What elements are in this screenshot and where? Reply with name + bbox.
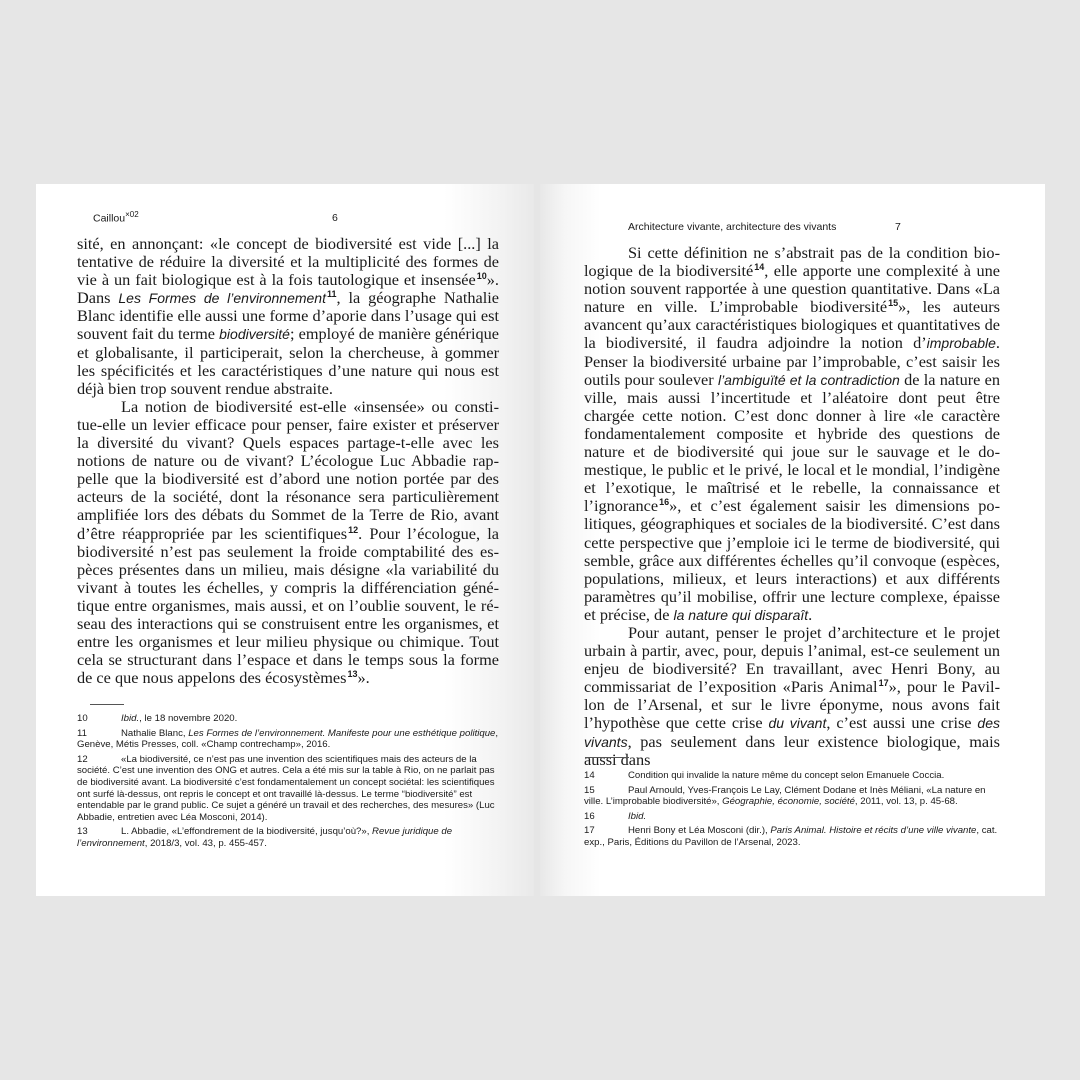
text-run: , pas seulement dans leur existence biologique, mais aussi dans (584, 731, 1000, 769)
text-run: », pour le Pavillon de l’Arsenal, et sur le livre éponyme, nous avons fait l’hypothèse que cette crise (584, 677, 1000, 733)
right-body-text (584, 244, 1000, 769)
italic-text: Revue juridique de l’environnement (77, 826, 453, 849)
right-page (540, 184, 1045, 896)
text-run: «La biodiversité, ce n’est pas une invention des scientifiques mais des acteurs de la société. C’est une invention des ONG et autres. Cela a été mis sur la table à Rio, on ne parlait pas de biodiversité avant. La biodiversité c’est fondamentalement un concept sociétal: les scientifiques ont surfé là-dessus, ont repris le concept et ont travaillé là-dessus. Le terme “biodiversité” est entendable par le grand public. Ce sujet a généré un travail et des recherches, des mesures» (Luc Abbadie, entretien avec Léa Mosconi, 2014). (77, 753, 495, 823)
footnote (77, 713, 501, 725)
footnote-ref: 13 (347, 669, 358, 680)
text-run: sité, en annonçant: «le concept de biodiversité est vide [...] la tentative de réduire la diversité et la multiplicité des formes de vie à un fait biologique est à la fois tautologique et insensée (77, 234, 499, 290)
text-run: , elle apporte une complexité à une notion souvent rapportée à une question quantitative. Dans «La nature en ville. L’improbable biodiversité (584, 261, 1000, 317)
left-page (36, 184, 534, 896)
text-run: ». (357, 668, 370, 688)
running-title: Architecture vivante, architecture des vivants (628, 221, 837, 233)
footnote (584, 825, 1000, 848)
footnote-ref: 10 (476, 271, 487, 282)
text-run: Henri Bony et Léa Mosconi (dir.), (628, 825, 771, 837)
footnote-rule-right (585, 757, 629, 758)
footnote-ref: 15 (888, 298, 899, 309)
right-footnotes (584, 770, 1000, 852)
italic-text: des vivants (584, 715, 1000, 750)
italic-text: Ibid. (628, 810, 647, 822)
footnote-number: 14 (584, 770, 595, 781)
footnote-ref: 11 (326, 289, 337, 300)
page-number-right: 7 (895, 221, 901, 233)
text-run: Si cette définition ne s’abstrait pas de la condition biologique de la biodiversité (584, 243, 1000, 281)
italic-text: biodiversité (219, 326, 290, 343)
footnote-ref: 12 (348, 524, 359, 535)
text-run: Pour autant, penser le projet d’architecture et le projet urbain à partir, avec, pour, depuis l’animal, est-ce seulement un enjeu de biodiversité? En travaillant, avec Henri Bony, au commissariat de l’exposition «Paris Animal (584, 622, 1000, 697)
footnote-text (77, 728, 501, 751)
page-number-left: 6 (332, 212, 338, 224)
footnote-text (584, 785, 1000, 808)
text-run: , 2018/3, vol. 43, p. 455-457. (144, 837, 267, 849)
footnote (77, 826, 501, 849)
paragraph (77, 398, 499, 688)
text-run: , 2011, vol. 13, p. 45-68. (854, 796, 958, 808)
text-run: », et c’est également saisir les dimensions politiques, géographiques et sociales de la biodiversité. C’est dans cette perspective que j’emploie ici le terme de biodiversité, qui semble, grâce aux différentes échelles qu’il convoque (espèces, populations, milieux, et leurs interactions) et aux différents paramètres qu’il mobilise, offrir une lecture complexe, épaisse et précise, de (584, 496, 1000, 624)
italic-text: improbable (926, 335, 996, 352)
journal-name: Caillou (93, 212, 126, 225)
text-run: Condition qui invalide la nature même du concept selon Emanuele Coccia. (628, 770, 945, 781)
italic-text: Les Formes de l’environnement. Manifeste pour une esthétique politique (188, 727, 496, 739)
footnote-ref: 14 (754, 262, 765, 273)
text-run: . Penser la biodiversité urbaine par l’improbable, c’est saisir les outils pour soulever (584, 333, 1000, 389)
footnote (77, 728, 501, 751)
paragraph (584, 244, 1000, 624)
footnote-number: 15 (584, 784, 595, 796)
footnote-text (584, 811, 1000, 823)
text-run: , cat. exp., Paris, Éditions du Pavillon de l’Arsenal, 2023. (584, 825, 998, 848)
footnote-number: 13 (77, 826, 88, 838)
text-run: La notion de biodiversité est-elle «insensée» ou constitue-elle un levier efficace pour penser, faire exister et préserver la diversité du vivant? Quels espaces partage-t-elle avec les notions de nature ou de vivant? L’écologue Luc Abbadie rappelle que la biodiversité est d’abord une notion portée par des acteurs de la société, dont la résonance sera particulièrement amplifiée lors des débats du Sommet de la Terre de Rio, avant d’être réappropriée par les scientifiques (77, 396, 499, 543)
footnote-ref: 17 (878, 678, 889, 689)
footnote-rule-left (90, 704, 124, 705)
text-run: de la nature en ville, mais aussi l’incertitude et l’aléatoire dont peut être chargée cette notion. C’est donc donner à lire «le caractère fondamentalement composite et hybride des questions de nature et de biodiversité qui joue sur le sauvage et le domestique, le public et le privé, le local et le mondial, l’indigène et l’exotique, le maîtrisé et le rebelle, la connaissance et l’ignorance (584, 369, 1000, 516)
footnote (584, 785, 1000, 808)
footnote-ref: 16 (659, 497, 670, 508)
footnote-number: 12 (77, 753, 88, 765)
text-run: Paul Arnould, Yves-François Le Lay, Clément Dodane et Inès Méliani, «La nature en ville. L’improbable biodiversité», (584, 784, 986, 808)
text-run: Nathalie Blanc, (121, 727, 189, 739)
footnote (584, 811, 1000, 823)
italic-text: l’ambiguïté et la contradiction (717, 371, 900, 388)
footnote-number: 16 (584, 810, 595, 822)
text-run: , la géographe Nathalie Blanc identifie elle aussi une forme d’aporie dans l’usage qui est souvent fait du terme (77, 288, 499, 344)
text-run: . Pour l’écologue, la biodiversité n’est pas seulement la froide comptabilité des espèces présentes dans un milieu, mais désigne «la variabilité du vivant à toutes les échelles, y compris la différenciation génétique entre organismes, mais aussi, et on l’oublie souvent, le réseau des interactions qui se construisent entre les organismes, et entre les organismes et leur milieu physique ou chimique. Tout cela se structurant dans l’espace et dans le temps sous la forme de ce que nous appelons des écosystèmes (77, 523, 499, 688)
footnote-text (584, 770, 1000, 782)
italic-text: Paris Animal. Histoire et récits d’une ville vivante (770, 825, 977, 837)
text-run: », les auteurs avancent qu’aux caractéristiques biologiques et quantitatives de la biodiversité, il faudra adjoindre la notion d’ (584, 297, 1000, 353)
footnote (584, 770, 1000, 782)
left-body-text (77, 235, 499, 687)
footnote-number: 10 (77, 713, 88, 724)
text-run: , le 18 novembre 2020. (139, 713, 238, 724)
footnote (77, 754, 501, 824)
italic-text: du vivant (768, 715, 827, 732)
footnote-number: 11 (77, 727, 87, 739)
italic-text: Ibid. (121, 713, 140, 724)
text-run: L. Abbadie, «L’effondrement de la biodiversité, jusqu’où?», (121, 826, 373, 838)
footnote-text (77, 826, 501, 849)
footnote-text (77, 754, 501, 824)
text-run: ». Dans (77, 270, 499, 308)
text-run: , c’est aussi une crise (826, 713, 978, 733)
text-run: ; employé de manière générique et globalisante, il participerait, selon la chercheuse, à gommer les spécificités et les caractéristiques d’une nature qui nous est déjà bien trop souvent rendue abstraite. (77, 324, 499, 398)
issue-mark: ×02 (125, 210, 139, 219)
footnote-text (584, 825, 1000, 848)
italic-text: la nature qui disparaît (673, 606, 809, 623)
left-footnotes (77, 713, 501, 853)
italic-text: Les Formes de l’environnement (118, 290, 326, 307)
italic-text: Géographie, économie, société (722, 796, 855, 808)
journal-title (93, 210, 139, 225)
paragraph (77, 235, 499, 398)
text-run: . (808, 604, 813, 624)
text-run: , Genève, Métis Presses, coll. «Champ contrechamp», 2016. (77, 727, 499, 751)
footnote-text (77, 713, 501, 725)
footnote-number: 17 (584, 825, 595, 837)
paragraph (584, 624, 1000, 769)
